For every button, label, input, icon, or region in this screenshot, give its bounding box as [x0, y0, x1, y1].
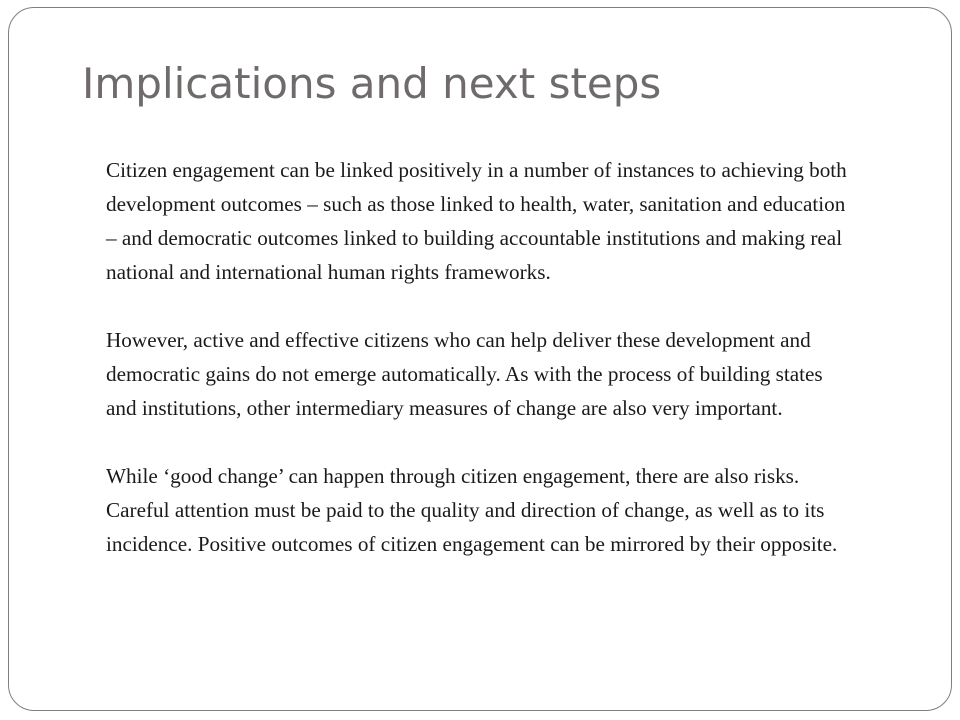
- slide-body: [106, 153, 858, 561]
- paragraph-3: While ‘good change’ can happen through citizen engagement, there are also risks. Careful attention must be paid to the quality and direction of change, as well as to its incidence. Positive outcomes of citizen engagement can be mirrored by their opposite.: [106, 464, 838, 556]
- paragraph-1: Citizen engagement can be linked positively in a number of instances to achieving both development outcomes – such as those linked to health, water, sanitation and education – and democratic outcomes linked to building accountable institutions and making real national and international human rights frameworks.: [106, 158, 847, 284]
- slide-title: Implications and next steps: [82, 59, 662, 108]
- paragraph-2: However, active and effective citizens who can help deliver these development and democratic gains do not emerge automatically. As with the process of building states and institutions, other intermediary measures of change are also very important.: [106, 328, 823, 420]
